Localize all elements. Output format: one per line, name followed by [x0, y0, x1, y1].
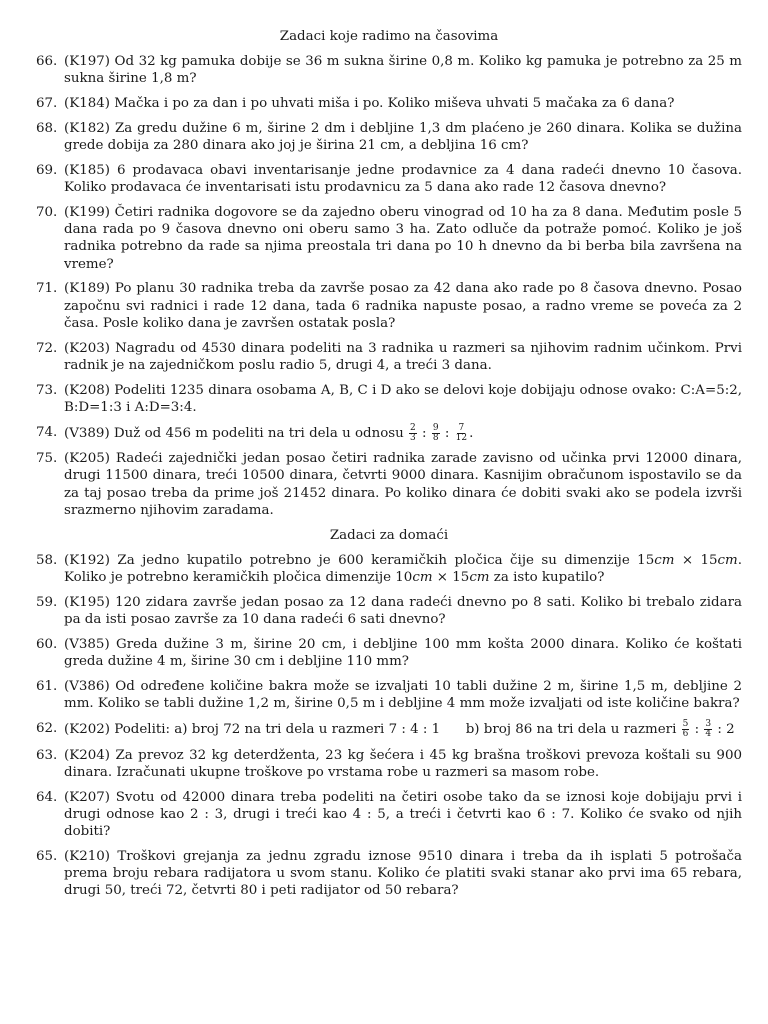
problem-item: [36, 95, 742, 112]
fraction: [432, 424, 440, 443]
fraction: [409, 424, 417, 443]
section-title-homework: Zadaci za domaći: [329, 528, 449, 544]
problem-item: [36, 204, 742, 273]
problem-text-part: (K192) Za jedno kupatilo potrebno je 600 keramičkih pločica čije su dimenzije 15: [64, 553, 655, 569]
problem-text: [64, 424, 742, 443]
problem-number: 59.: [36, 595, 58, 611]
problem-number: 63.: [36, 747, 58, 763]
unit-cm: cm: [654, 553, 675, 569]
problem-text-part: × 15: [432, 570, 470, 586]
problem-item: [36, 720, 742, 739]
section-title-classwork: Zadaci koje radimo na časovima: [279, 29, 499, 44]
problem-text: (K195) 120 zidara završe jedan posao za 12 dana radeći dnevno po 8 sati. Koliko bi trebalo zidara pa da isti posao završe za 10 dana radeći 6 sati dnevno?: [64, 595, 742, 628]
problem-item: [36, 789, 742, 841]
problem-text: (K208) Podeliti 1235 dinara osobama A, B, C i D ako se delovi koje dobijaju odnose ovako: C:A=5:2, B:D=1:3 i A:D=3:4.: [64, 382, 742, 415]
problem-text: [64, 720, 742, 739]
problem-item: [36, 424, 742, 443]
problem-number: 70.: [36, 205, 58, 220]
fraction: [455, 424, 468, 443]
problem-text: (K205) Radeći zajednički jedan posao četiri radnika zarade zavisno od učinka prvi 12000 dinara, drugi 11500 dinara, treći 10500 dinara, četvrti 9000 dinara. Kasnijim obračunom ispostavilo se da za taj posao treba da prime još 21452 dinara. Po koliko dinara će dobiti svaki ako se podela izvrši srazmerno njihovim zaradama.: [64, 451, 742, 518]
problem-text: (K189) Po planu 30 radnika treba da završe posao za 42 dana ako rade po 8 časova dnevno. Posao započnu svi radnici i rade 12 dana, tada 6 radnika napuste posao, a radno vreme se poveća za 2 časa. Posle koliko dana je završen ostatak posla?: [64, 281, 742, 331]
problem-text: (K203) Nagradu od 4530 dinara podeliti na 3 radnika u razmeri sa njihovim radnim učinkom. Prvi radnik je na zajedničkom poslu radio 5, drugi 4, a treći 3 dana.: [64, 340, 742, 373]
fraction-denominator: 12: [455, 432, 468, 443]
unit-cm: cm: [717, 553, 738, 569]
problem-item: [36, 678, 742, 712]
problem-number: 75.: [36, 451, 58, 467]
problem-text-before: (K202) Podeliti: a) broj 72 na tri dela u razmeri 7 : 4 : 1 b) broj 86 na tri dela u razmeri: [64, 722, 677, 738]
problem-item: [36, 280, 742, 332]
unit-cm: cm: [412, 570, 433, 586]
problem-item: [36, 552, 742, 586]
problem-number: 66.: [36, 54, 58, 70]
problem-number: 65.: [36, 849, 58, 865]
fraction-numerator: 7: [458, 422, 465, 433]
problem-number: 71.: [36, 281, 58, 297]
fraction: [682, 720, 690, 739]
fraction: [704, 720, 712, 739]
problem-number: 73.: [36, 382, 58, 398]
problem-number: 62.: [36, 721, 58, 737]
ratio-separator: :: [422, 425, 427, 441]
fraction-denominator: 8: [432, 432, 439, 443]
problem-text-after: .: [469, 425, 474, 441]
problem-number: 67.: [36, 96, 58, 112]
problem-text: (K207) Svotu od 42000 dinara treba podeliti na četiri osobe tako da se iznosi koje dobijaju prvi i drugi odnose kao 2 : 3, drugi i treći kao 4 : 5, a treći i četvrti kao 6 : 7. Koliko će svako od njih dobiti?: [64, 789, 742, 840]
problem-text-part: × 15: [674, 553, 718, 569]
problem-number: 64.: [36, 789, 58, 805]
fraction-numerator: 2: [410, 422, 416, 433]
homework-problem-list: [36, 552, 742, 899]
problem-item: [36, 848, 742, 900]
problem-text: (K184) Mačka i po za dan i po uhvati miša i po. Koliko miševa uhvati 5 mačaka za 6 dana?: [64, 96, 675, 112]
problem-item: [36, 450, 742, 519]
problem-text: (K204) Za prevoz 32 kg deterdženta, 23 kg šećera i 45 kg brašna troškovi prevoza koštali su 900 dinara. Izračunati ukupne troškove po vrstama robe u razmeri sa masom robe.: [64, 747, 742, 781]
problem-text-part: za isto kupatilo?: [489, 570, 605, 586]
problem-text-part: . Koliko je potrebno keramičkih pločica dimenzije 10: [64, 553, 742, 586]
problem-text: (K210) Troškovi grejanja za jednu zgradu iznose 9510 dinara i treba da ih isplati 5 potrošača prema broju rebara radijatora u svom stanu. Koliko će platiti svaki stanar ako prvi ima 65 rebara, drugi 50, treći 72, četvrti 80 i peti radijator od 50 rebara?: [64, 849, 742, 899]
problem-number: 68.: [36, 121, 58, 136]
problem-number: 74.: [36, 424, 58, 440]
ratio-separator: :: [444, 425, 450, 441]
problem-number: 58.: [36, 553, 58, 569]
problem-text: (V386) Od određene količine bakra može se izvaljati 10 tabli dužine 2 m, širine 1,5 m, debljine 2 mm. Koliko se tabli dužine 1,2 m, širine 0,5 m i debljine 4 mm može izvaljati od iste količine bakra?: [64, 679, 742, 712]
classwork-problem-list: [36, 53, 742, 519]
ratio-separator: :: [694, 722, 700, 738]
fraction-denominator: 6: [682, 729, 689, 740]
problem-item: [36, 162, 742, 196]
problem-text: (V385) Greda dužine 3 m, širine 20 cm, i debljine 100 mm košta 2000 dinara. Koliko će koštati greda dužine 4 m, širine 30 cm i debljine 110 mm?: [64, 637, 742, 670]
problem-text: (K182) Za gredu dužine 6 m, širine 2 dm i debljine 1,3 dm plaćeno je 260 dinara. Kolika se dužina grede dobija za 280 dinara ako joj je širina 21 cm, a debljina 16 cm?: [64, 121, 742, 154]
problem-item: [36, 382, 742, 416]
problem-text-after: : 2: [717, 722, 735, 738]
fraction-denominator: 4: [705, 729, 712, 740]
problem-text: [64, 552, 742, 586]
fraction-numerator: 5: [682, 719, 689, 730]
problem-text-before: (V389) Duž od 456 m podeliti na tri dela u odnosu: [64, 425, 404, 441]
problem-number: 69.: [36, 163, 58, 178]
problem-text: (K185) 6 prodavaca obavi inventarisanje jedne prodavnice za 4 dana radeći dnevno 10 časova. Koliko prodavaca će inventarisati istu prodavnicu za 5 dana ako rade 12 časova dnevno?: [64, 163, 742, 196]
problem-item: [36, 594, 742, 628]
problem-number: 72.: [36, 340, 58, 356]
problem-number: 61.: [36, 679, 58, 695]
fraction-denominator: 3: [410, 432, 416, 443]
problem-text: (K197) Od 32 kg pamuka dobije se 36 m sukna širine 0,8 m. Koliko kg pamuka je potrebno za 25 m sukna širine 1,8 m?: [64, 54, 742, 87]
fraction-numerator: 3: [705, 719, 712, 730]
problem-number: 60.: [36, 637, 58, 653]
problem-item: [36, 120, 742, 154]
problem-item: [36, 340, 742, 374]
fraction-numerator: 9: [432, 422, 439, 433]
problem-item: [36, 53, 742, 87]
problem-item: [36, 636, 742, 670]
problem-text: (K199) Četiri radnika dogovore se da zajedno oberu vinograd od 10 ha za 8 dana. Međutim posle 5 dana rada po 9 časova dnevno oni oberu samo 3 ha. Zato odluče da potraže pomoć. Koliko je još radnika potrebno da rade sa njima preostala tri dana po 10 h dnevno da bi berba bila završena na vreme?: [64, 205, 742, 272]
problem-item: [36, 747, 742, 781]
unit-cm: cm: [469, 570, 490, 586]
